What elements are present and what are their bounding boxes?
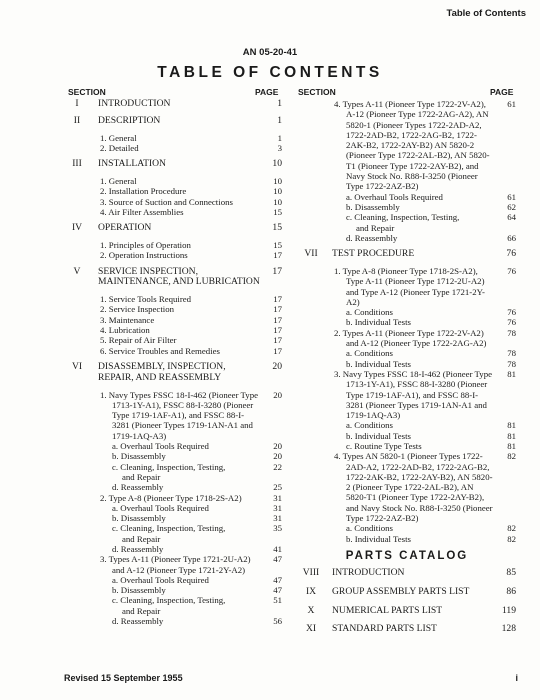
entry-label: 2. Service Inspection — [100, 304, 175, 315]
toc-section-group — [298, 587, 516, 598]
toc-section-group — [298, 606, 516, 617]
entry-text — [346, 307, 494, 317]
entry-label: 1. General — [100, 132, 137, 143]
entry-label: a. Conditions — [346, 420, 393, 431]
entry-label: 3. Maintenance — [100, 314, 155, 325]
right-page-heading: PAGE — [490, 87, 514, 97]
toc-entry — [64, 250, 282, 260]
entry-label: b. Individual Tests — [346, 430, 411, 441]
entry-text — [346, 441, 494, 451]
toc-section — [298, 249, 516, 260]
entry-text — [334, 99, 494, 192]
section-title: NUMERICAL PARTS LIST — [332, 604, 443, 616]
entry-label: b. Individual Tests — [346, 533, 411, 544]
entry-text — [112, 544, 260, 554]
entry-label: b. Disassembly — [112, 451, 166, 462]
entry-page: 64 — [507, 212, 516, 223]
toc-entry — [64, 493, 282, 503]
entry-page: 22 — [273, 461, 282, 472]
toc-subentry — [64, 503, 282, 513]
entry-text — [112, 451, 260, 461]
entry-page: 82 — [507, 533, 516, 544]
section-number: III — [72, 158, 82, 170]
toc-subentry — [64, 462, 282, 483]
entry-page: 17 — [273, 335, 282, 346]
section-title: SERVICE INSPECTION, MAINTENANCE, AND LUBRICATION — [98, 265, 260, 288]
section-number: VIII — [302, 566, 320, 578]
entry-label: a. Overhaul Tools Required — [346, 191, 443, 202]
entry-label: 6. Service Troubles and Remedies — [100, 345, 220, 356]
section-title: OPERATION — [98, 222, 152, 234]
entry-text — [112, 585, 260, 595]
entry-label: 1. Principles of Operation — [100, 239, 191, 250]
page-title: TABLE OF CONTENTS — [157, 64, 383, 81]
section-title: GROUP ASSEMBLY PARTS LIST — [332, 585, 470, 597]
running-header-title: Table of Contents — [446, 8, 526, 19]
toc-entry — [64, 240, 282, 250]
entry-page: 20 — [273, 389, 282, 400]
toc-subentry — [298, 431, 516, 441]
entry-text — [100, 294, 260, 304]
toc-entry — [298, 99, 516, 192]
entry-text — [100, 133, 260, 143]
continued-entries — [298, 99, 516, 243]
entry-page: 17 — [273, 325, 282, 336]
entry-label: a. Overhaul Tools Required — [112, 441, 209, 452]
entry-text — [112, 513, 260, 523]
section-page: 86 — [506, 585, 516, 597]
entry-text — [100, 493, 260, 503]
toc-subentry — [64, 544, 282, 554]
entry-label: b. Disassembly — [346, 201, 400, 212]
entry-label-cont: and Repair — [356, 222, 395, 233]
entry-text — [346, 523, 494, 533]
entry-label: b. Individual Tests — [346, 317, 411, 328]
entry-label: b. Individual Tests — [346, 358, 411, 369]
toc-entry — [64, 197, 282, 207]
entry-page: 10 — [273, 175, 282, 186]
entry-text — [334, 328, 494, 349]
entry-page: 51 — [273, 595, 282, 606]
toc-subentry — [298, 202, 516, 212]
toc-section — [64, 223, 282, 234]
entry-page: 10 — [273, 186, 282, 197]
entry-page: 78 — [507, 327, 516, 338]
entry-label: d. Reassembly — [112, 482, 164, 493]
entry-text — [334, 266, 494, 307]
toc-entry — [64, 176, 282, 186]
revision-date: Revised 15 September 1955 — [64, 673, 183, 683]
toc-entry — [64, 207, 282, 217]
toc-section — [298, 568, 516, 579]
toc-subentry — [64, 523, 282, 544]
entry-page: 81 — [507, 441, 516, 451]
section-title: TEST PROCEDURE — [332, 248, 415, 260]
section-page: 128 — [501, 623, 516, 635]
entry-page: 47 — [273, 585, 282, 596]
section-title: INTRODUCTION — [98, 98, 171, 109]
entry-page: 10 — [273, 196, 282, 207]
toc-subentry — [298, 317, 516, 327]
toc-section-group — [298, 568, 516, 579]
entry-page: 31 — [273, 502, 282, 513]
section-title: DISASSEMBLY, INSPECTION, REPAIR, AND REASSEMBLY — [98, 360, 226, 383]
toc-section-group — [298, 624, 516, 635]
entry-text — [334, 451, 494, 523]
toc-subentry — [298, 534, 516, 544]
section-number: II — [73, 114, 81, 126]
toc-section — [64, 267, 282, 289]
toc-subentry — [298, 348, 516, 358]
toc-entry — [64, 335, 282, 345]
entry-label: 2. Operation Instructions — [100, 250, 188, 261]
entry-page: 15 — [273, 239, 282, 250]
entry-page: 25 — [273, 482, 282, 493]
entry-label: 2. Detailed — [100, 142, 139, 153]
entry-label: 1. Service Tools Required — [100, 294, 192, 305]
entry-page: 81 — [507, 420, 516, 431]
entry-text — [100, 143, 260, 153]
toc-entry — [64, 143, 282, 153]
toc-subentry — [64, 513, 282, 523]
toc-entry — [64, 294, 282, 304]
toc-entry — [64, 304, 282, 314]
section-page: 119 — [501, 604, 516, 616]
toc-section-group — [64, 267, 282, 356]
entry-label: 3. Source of Suction and Connections — [100, 196, 233, 207]
toc-entry — [298, 451, 516, 523]
entry-page: 76 — [507, 317, 516, 328]
section-title: INTRODUCTION — [332, 566, 405, 578]
section-page: 15 — [272, 222, 282, 234]
entry-label: a. Conditions — [346, 348, 393, 359]
section-page: 10 — [272, 158, 282, 170]
entry-text — [112, 503, 260, 513]
entry-page: 47 — [273, 554, 282, 565]
toc-entry — [298, 369, 516, 420]
section-title: DESCRIPTION — [98, 114, 161, 126]
entry-text — [100, 186, 260, 196]
toc-entry — [64, 186, 282, 196]
entry-text — [346, 202, 494, 212]
entry-page: 31 — [273, 513, 282, 524]
entry-text — [346, 233, 494, 243]
entry-page: 17 — [273, 294, 282, 305]
toc-section-group — [298, 249, 516, 544]
toc-entry — [64, 133, 282, 143]
entry-label: d. Reassembly — [112, 543, 164, 554]
entry-text — [112, 616, 260, 626]
left-column — [64, 99, 282, 632]
section-page: 76 — [506, 248, 516, 260]
right-column — [298, 99, 516, 643]
entry-text — [100, 335, 260, 345]
toc-subentry — [298, 307, 516, 317]
entry-label: 2. Types A-11 (Pioneer Type 1722-2V-A2) and A-12 (Pioneer Type 1722-2AG-A2) — [334, 327, 487, 349]
entry-page: 47 — [273, 574, 282, 585]
toc-section — [64, 116, 282, 127]
entry-label: c. Cleaning, Inspection, Testing, — [112, 523, 226, 534]
entry-label: 4. Air Filter Assemblies — [100, 206, 184, 217]
entry-page: 20 — [273, 441, 282, 452]
entry-page: 31 — [273, 492, 282, 503]
section-number: VII — [304, 248, 318, 260]
toc-section — [298, 587, 516, 598]
entry-text — [100, 250, 260, 260]
entry-page: 82 — [507, 523, 516, 534]
entry-label-cont: and Repair — [122, 533, 161, 544]
entry-label: 3. Types A-11 (Pioneer Type 1721-2U-A2) and A-12 (Pioneer Type 1721-2Y-A2) — [100, 554, 251, 575]
entry-text — [100, 176, 260, 186]
toc-section-group — [64, 223, 282, 260]
toc-subentry — [298, 212, 516, 233]
entry-label: a. Conditions — [346, 307, 393, 318]
toc-subentry — [298, 192, 516, 202]
entry-page: 66 — [507, 232, 516, 243]
entry-label: c. Cleaning, Inspection, Testing, — [346, 212, 460, 223]
toc-subentry — [298, 233, 516, 243]
toc-entry — [298, 328, 516, 349]
entry-page: 3 — [277, 142, 282, 153]
toc-subentry — [64, 616, 282, 626]
entry-label-cont: and Repair — [122, 605, 161, 616]
entry-text — [346, 192, 494, 202]
entry-page: 61 — [507, 191, 516, 202]
parts-catalog-list — [298, 568, 516, 635]
entry-text — [112, 462, 260, 483]
entry-page: 76 — [507, 265, 516, 276]
entry-label: c. Routine Type Tests — [346, 441, 422, 451]
document-number: AN 05-20-41 — [242, 47, 298, 58]
section-number: I — [75, 98, 79, 109]
toc-entry — [64, 390, 282, 441]
entry-text — [346, 420, 494, 430]
section-number: XI — [305, 623, 317, 635]
entry-text — [100, 325, 260, 335]
section-number: X — [307, 604, 315, 616]
entry-label: b. Disassembly — [112, 585, 166, 596]
entry-text — [112, 441, 260, 451]
entry-text — [100, 315, 260, 325]
section-number: VI — [71, 360, 83, 372]
entry-page: 76 — [507, 307, 516, 318]
entry-label: 2. Installation Procedure — [100, 186, 187, 197]
entry-label: 4. Lubrication — [100, 325, 150, 336]
toc-section — [298, 624, 516, 635]
section-title: INSTALLATION — [98, 158, 166, 170]
entry-page: 17 — [273, 304, 282, 315]
entry-label: 2. Type A-8 (Pioneer Type 1718-2S-A2) — [100, 492, 242, 503]
entry-label: a. Overhaul Tools Required — [112, 574, 209, 585]
entry-label: c. Cleaning, Inspection, Testing, — [112, 595, 226, 606]
entry-page: 17 — [273, 345, 282, 356]
toc-entry — [64, 315, 282, 325]
toc-subentry — [64, 595, 282, 616]
entry-text — [346, 212, 494, 233]
entry-text — [346, 317, 494, 327]
entry-page: 61 — [507, 99, 516, 109]
right-section-heading: SECTION — [298, 87, 336, 97]
entry-label: d. Reassembly — [346, 232, 398, 243]
entry-label-cont: and Repair — [122, 471, 161, 482]
entry-page: 15 — [273, 206, 282, 217]
entry-page: 17 — [273, 250, 282, 261]
toc-subentry — [64, 441, 282, 451]
toc-section-group — [64, 159, 282, 217]
entry-text — [112, 523, 260, 544]
toc-entry — [64, 346, 282, 356]
entry-text — [100, 304, 260, 314]
section-page: 20 — [272, 360, 282, 372]
section-page: 17 — [272, 265, 282, 277]
toc-subentry — [298, 441, 516, 451]
toc-entry — [64, 325, 282, 335]
entry-page: 78 — [507, 348, 516, 359]
entry-page: 35 — [273, 523, 282, 534]
entry-text — [100, 554, 260, 575]
entry-text — [100, 346, 260, 356]
toc-section — [64, 362, 282, 384]
entry-page: 78 — [507, 358, 516, 369]
entry-page: 20 — [273, 451, 282, 462]
toc-subentry — [64, 575, 282, 585]
entry-label: 3. Navy Types FSSC 18-I-462 (Pioneer Type 1713-1Y-A1), FSSC 88-I-3280 (Pioneer Type 1719-1AF-A1), and FSSC 88-I-3281 (Pioneer Types 1719-1AN-A1 and 1719-1AQ-A3) — [334, 368, 492, 421]
entry-text — [346, 534, 494, 544]
toc-subentry — [64, 482, 282, 492]
toc-subentry — [298, 359, 516, 369]
toc-entry — [298, 266, 516, 307]
page-number: i — [515, 673, 518, 683]
toc-section — [64, 159, 282, 170]
entry-page: 82 — [507, 451, 516, 462]
toc-section-group — [64, 116, 282, 153]
section-page: 1 — [277, 114, 282, 126]
section-title: STANDARD PARTS LIST — [332, 623, 437, 635]
entry-text — [334, 369, 494, 420]
entry-text — [100, 240, 260, 250]
section-page: 85 — [506, 566, 516, 578]
toc-subentry — [298, 523, 516, 533]
entry-label: 1. General — [100, 175, 137, 186]
entry-text — [346, 359, 494, 369]
section-number: IX — [305, 585, 317, 597]
entry-label: c. Cleaning, Inspection, Testing, — [112, 461, 226, 472]
entry-page: 17 — [273, 314, 282, 325]
toc-subentry — [298, 420, 516, 430]
left-section-heading: SECTION — [68, 87, 106, 97]
entry-label: 1. Navy Types FSSC 18-I-462 (Pioneer Type 1713-1Y-A1), FSSC 88-I-3280 (Pioneer Type 1719-1AF-A1), and FSSC 88-I-3281 (Pioneer Types 1719-1AN-A1 and 1719-1AQ-A3) — [100, 389, 258, 441]
entry-page: 1 — [277, 132, 282, 143]
entry-label: d. Reassembly — [112, 616, 164, 627]
entry-label: a. Overhaul Tools Required — [112, 502, 209, 513]
toc-subentry — [64, 585, 282, 595]
toc-section-group — [64, 362, 282, 626]
entry-label: 4. Types AN 5820-1 (Pioneer Types 1722-2AD-A2, 1722-2AD-B2, 1722-2AG-B2, 1722-2AK-B2, 1722-2AY-B2), AN 5820-2 (Pioneer Type 1722-2AL-B2), AN 5820-T1 (Pioneer Type 1722-2AY-B2), and Navy Stock No. R88-I-3250 (Pioneer Type 1722-2AZ-B2) — [334, 451, 493, 524]
entry-label: 1. Type A-8 (Pioneer Type 1718-2S-A2), Type A-11 (Pioneer Type 1712-2U-A2) and Type A-12 (Pioneer Type 1721-2Y-A2) — [334, 265, 485, 307]
left-page-heading: PAGE — [255, 87, 279, 97]
section-page: 1 — [277, 98, 282, 109]
entry-text — [100, 197, 260, 207]
entry-label: b. Disassembly — [112, 513, 166, 524]
entry-page: 56 — [273, 616, 282, 627]
entry-page: 81 — [507, 430, 516, 441]
entry-text — [112, 575, 260, 585]
entry-label: 4. Types A-11 (Pioneer Type 1722-2V-A2), A-12 (Pioneer Type 1722-2AG-A2), AN 5820-1 (Pioneer Types 1722-2AD-A2, 1722-2AD-B2, 1722-2AG-B2, 1722-2AK-B2, 1722-2AY-B2) AN 5820-2 (Pioneer Type 1722-2AL-B2), AN 5820-T1 (Pioneer Type 1722-2AY-B2), and Navy Stock No. R88-I-3250 (Pioneer Type 1722-2AZ-B2) — [334, 99, 490, 192]
entry-text — [100, 390, 260, 441]
section-number: IV — [71, 222, 83, 234]
entry-text — [100, 207, 260, 217]
section-number: V — [73, 265, 81, 277]
entry-label: 5. Repair of Air Filter — [100, 335, 177, 346]
toc-section-group — [64, 99, 282, 110]
toc-subentry — [64, 451, 282, 461]
entry-label: a. Conditions — [346, 523, 393, 534]
toc-section — [64, 99, 282, 110]
entry-text — [112, 595, 260, 616]
entry-page: 62 — [507, 201, 516, 212]
entry-text — [346, 348, 494, 358]
entry-text — [346, 431, 494, 441]
entry-page: 41 — [273, 543, 282, 554]
entry-text — [112, 482, 260, 492]
toc-entry — [64, 554, 282, 575]
parts-catalog-heading: PARTS CATALOG — [345, 549, 469, 562]
toc-section — [298, 606, 516, 617]
entry-page: 81 — [507, 368, 516, 379]
